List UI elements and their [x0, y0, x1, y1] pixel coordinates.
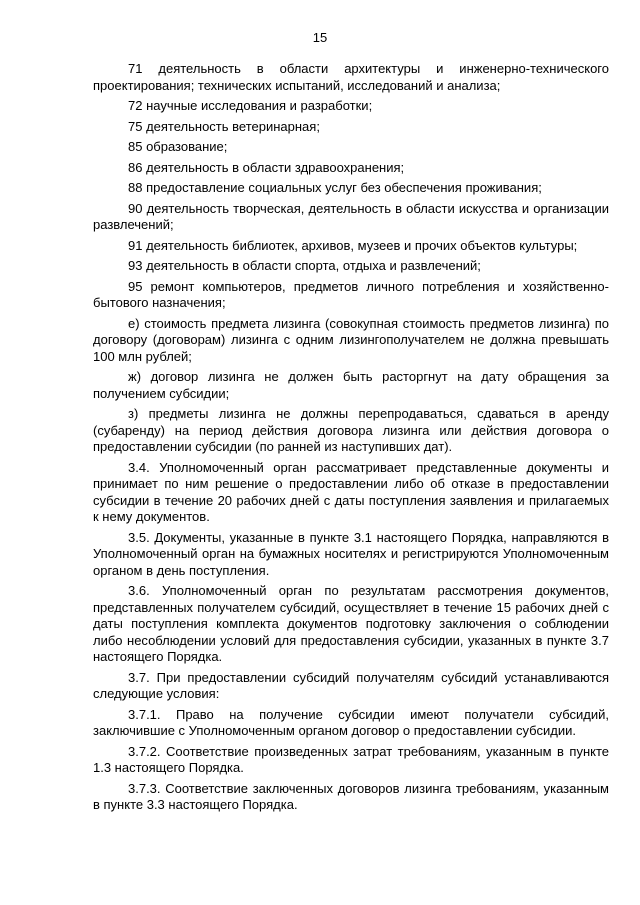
paragraph-okved-71: 71 деятельность в области архитектуры и инженерно-технического проектирования; технических испытаний, исследований и анализа;	[93, 61, 609, 93]
paragraph-okved-75: 75 деятельность ветеринарная;	[128, 118, 320, 134]
paragraph-item-e: е) стоимость предмета лизинга (совокупная стоимость предметов лизинга) по договору (договорам) лизинга с одним лизингополучателем не должна превышать 100 млн рублей;	[93, 315, 609, 364]
paragraph-okved-86: 86 деятельность в области здравоохранения;	[128, 159, 405, 175]
paragraph-okved-85: 85 образование;	[128, 139, 228, 154]
paragraph-3-7-3: 3.7.3. Соответствие заключенных договоров лизинга требованиям, указанным в пункте 3.3 настоящего Порядка.	[93, 780, 609, 812]
paragraph-okved-72: 72 научные исследования и разработки;	[128, 98, 373, 113]
paragraph-item-zh: ж) договор лизинга не должен быть расторгнут на дату обращения за получением субсидии;	[93, 369, 609, 401]
paragraph-3-6: 3.6. Уполномоченный орган по результатам рассмотрения документов, представленных получателем субсидий, осуществляет в течение 15 рабочих дней с даты поступления комплекта документов подготовку заключения о соблюдении либо несоблюдении условий для предоставления субсидии, указанных в пункте 3.7 настоящего Порядка.	[93, 583, 609, 664]
paragraph-3-4: 3.4. Уполномоченный орган рассматривает представленные документы и принимает по ним решение о предоставлении либо об отказе в предоставлении субсидии в течение 20 рабочих дней с даты поступления заявления и прилагаемых к нему документов.	[93, 459, 609, 524]
paragraph-okved-93: 93 деятельность в области спорта, отдыха и развлечений;	[128, 258, 481, 273]
document-body	[93, 61, 609, 818]
page-number: 15	[312, 30, 328, 45]
paragraph-3-7-2: 3.7.2. Соответствие произведенных затрат требованиям, указанным в пункте 1.3 настоящего Порядка.	[93, 743, 609, 775]
paragraph-okved-95: 95 ремонт компьютеров, предметов личного потребления и хозяйственно-бытового назначения;	[93, 278, 609, 310]
paragraph-3-7: 3.7. При предоставлении субсидий получателям субсидий устанавливаются следующие условия:	[93, 669, 609, 701]
paragraph-okved-88: 88 предоставление социальных услуг без обеспечения проживания;	[128, 180, 542, 195]
paragraph-okved-90: 90 деятельность творческая, деятельность в области искусства и организации развлечений;	[93, 200, 609, 232]
paragraph-3-7-1: 3.7.1. Право на получение субсидии имеют получатели субсидий, заключившие с Уполномоченным органом договор о предоставлении субсидии.	[93, 706, 609, 738]
paragraph-okved-91: 91 деятельность библиотек, архивов, музеев и прочих объектов культуры;	[128, 237, 578, 253]
paragraph-3-5: 3.5. Документы, указанные в пункте 3.1 настоящего Порядка, направляются в Уполномоченный орган на бумажных носителях и регистрируются Уполномоченным органом в день поступления.	[93, 529, 609, 578]
paragraph-item-z: з) предметы лизинга не должны перепродаваться, сдаваться в аренду (субаренду) на период действия договора лизинга или действия договора о предоставлении субсидии (по ранней из наступивших дат).	[93, 406, 609, 454]
